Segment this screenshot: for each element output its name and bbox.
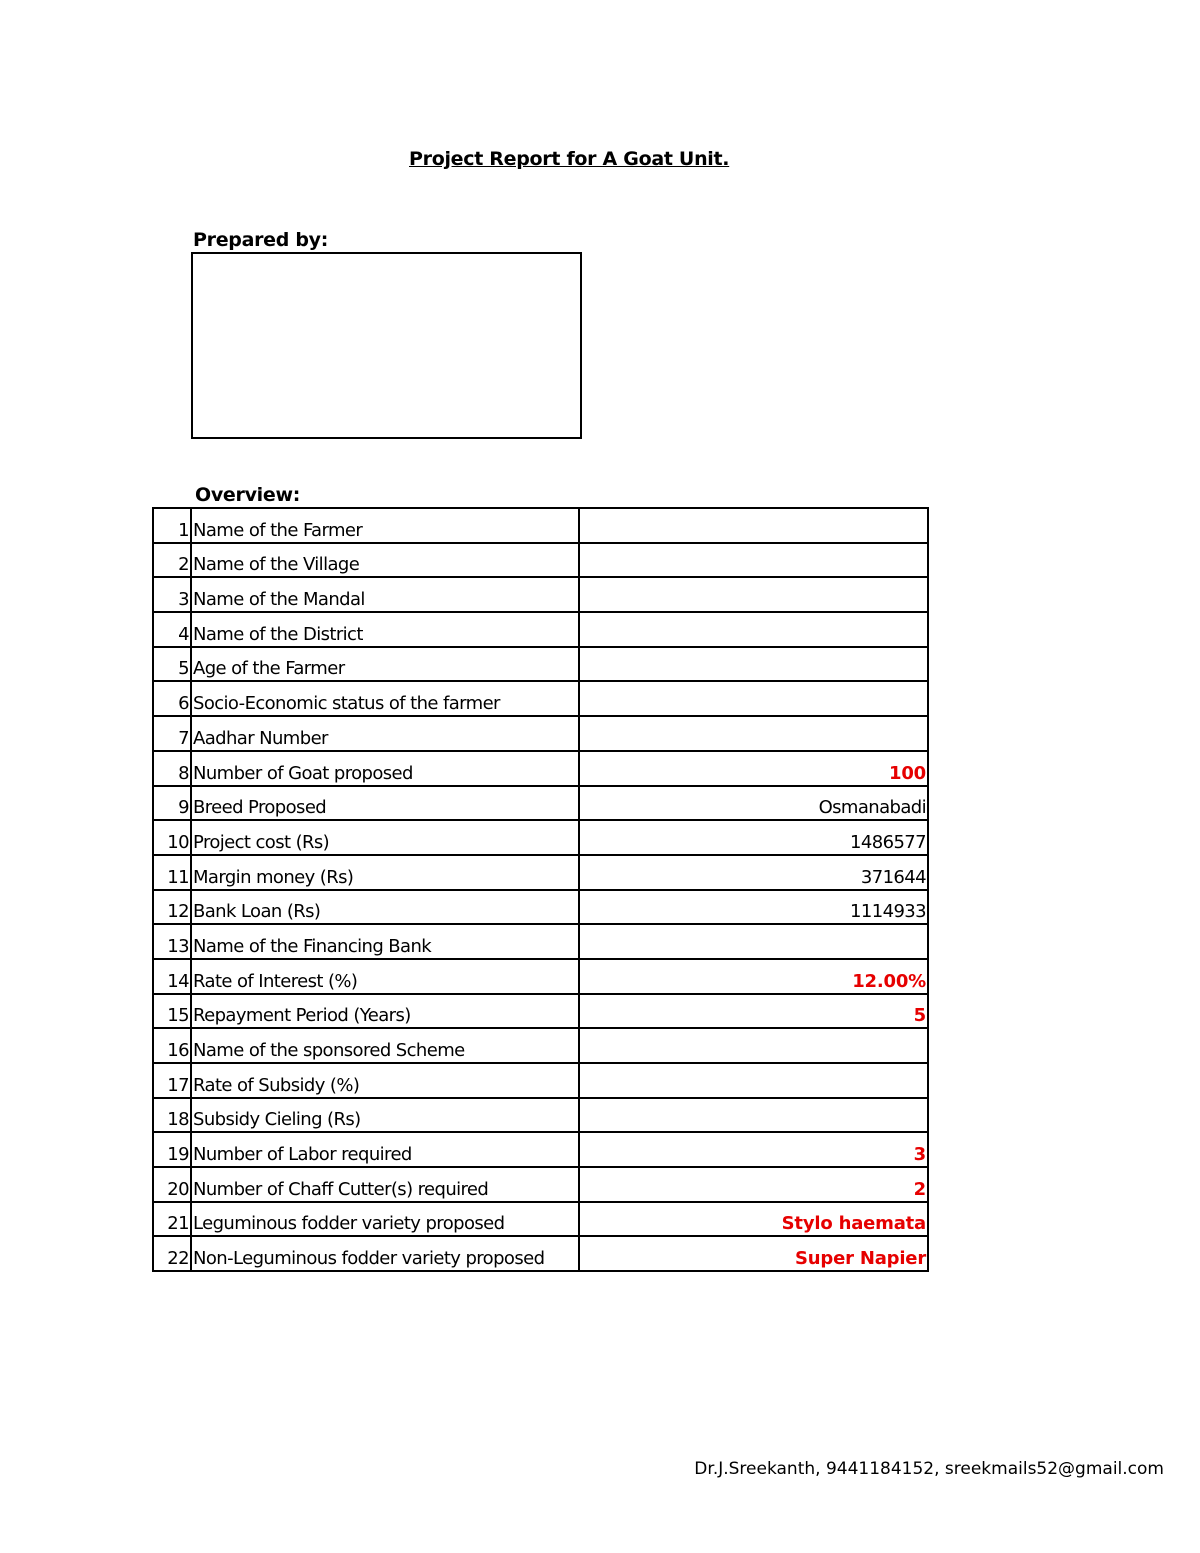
row-number: 8: [153, 751, 191, 786]
row-label: Name of the Village: [191, 543, 579, 578]
prepared-by-box: [191, 252, 582, 439]
row-label: Number of Goat proposed: [191, 751, 579, 786]
row-label: Margin money (Rs): [191, 855, 579, 890]
row-value: Stylo haemata: [579, 1202, 928, 1237]
row-value: Super Napier: [579, 1236, 928, 1271]
row-label: Rate of Interest (%): [191, 959, 579, 994]
row-label: Bank Loan (Rs): [191, 890, 579, 925]
row-value: [579, 647, 928, 682]
row-label: Aadhar Number: [191, 716, 579, 751]
table-row: [153, 786, 928, 821]
row-label: Name of the sponsored Scheme: [191, 1028, 579, 1063]
table-row: [153, 508, 928, 543]
table-row: [153, 890, 928, 925]
table-row: [153, 1028, 928, 1063]
row-number: 9: [153, 786, 191, 821]
row-value: 2: [579, 1167, 928, 1202]
row-label: Name of the Financing Bank: [191, 924, 579, 959]
row-number: 1: [153, 508, 191, 543]
row-value: 1486577: [579, 820, 928, 855]
row-number: 18: [153, 1098, 191, 1133]
document-title: Project Report for A Goat Unit.: [409, 148, 730, 170]
row-number: 2: [153, 543, 191, 578]
row-label: Name of the District: [191, 612, 579, 647]
row-label: Rate of Subsidy (%): [191, 1063, 579, 1098]
row-value: 3: [579, 1132, 928, 1167]
row-number: 19: [153, 1132, 191, 1167]
row-number: 3: [153, 577, 191, 612]
row-number: 6: [153, 681, 191, 716]
table-row: [153, 751, 928, 786]
row-number: 15: [153, 994, 191, 1029]
row-number: 11: [153, 855, 191, 890]
table-row: [153, 681, 928, 716]
row-label: Repayment Period (Years): [191, 994, 579, 1029]
table-row: [153, 577, 928, 612]
row-label: Name of the Mandal: [191, 577, 579, 612]
row-label: Socio-Economic status of the farmer: [191, 681, 579, 716]
table-row: [153, 612, 928, 647]
row-number: 5: [153, 647, 191, 682]
row-number: 14: [153, 959, 191, 994]
row-number: 10: [153, 820, 191, 855]
prepared-by-label: Prepared by:: [193, 229, 329, 251]
row-value: [579, 543, 928, 578]
table-row: [153, 1236, 928, 1271]
row-value: 371644: [579, 855, 928, 890]
row-number: 20: [153, 1167, 191, 1202]
footer-contact: Dr.J.Sreekanth, 9441184152, sreekmails52@gmail.com: [694, 1459, 1164, 1479]
row-value: [579, 681, 928, 716]
row-value: [579, 924, 928, 959]
row-value: [579, 1098, 928, 1133]
table-row: [153, 716, 928, 751]
row-number: 13: [153, 924, 191, 959]
row-value: [579, 577, 928, 612]
table-row: [153, 994, 928, 1029]
row-label: Name of the Farmer: [191, 508, 579, 543]
row-value: 12.00%: [579, 959, 928, 994]
overview-label: Overview:: [195, 484, 301, 506]
row-label: Project cost (Rs): [191, 820, 579, 855]
row-label: Number of Chaff Cutter(s) required: [191, 1167, 579, 1202]
row-label: Number of Labor required: [191, 1132, 579, 1167]
row-value: [579, 1063, 928, 1098]
row-value: [579, 1028, 928, 1063]
row-label: Non-Leguminous fodder variety proposed: [191, 1236, 579, 1271]
row-label: Subsidy Cieling (Rs): [191, 1098, 579, 1133]
row-value: [579, 716, 928, 751]
row-value: Osmanabadi: [579, 786, 928, 821]
row-value: [579, 612, 928, 647]
row-label: Age of the Farmer: [191, 647, 579, 682]
row-number: 21: [153, 1202, 191, 1237]
row-value: 5: [579, 994, 928, 1029]
table-row: [153, 647, 928, 682]
row-value: [579, 508, 928, 543]
row-number: 16: [153, 1028, 191, 1063]
row-number: 4: [153, 612, 191, 647]
table-row: [153, 1098, 928, 1133]
overview-table: [152, 507, 929, 1272]
row-value: 1114933: [579, 890, 928, 925]
row-label: Breed Proposed: [191, 786, 579, 821]
table-row: [153, 855, 928, 890]
table-row: [153, 820, 928, 855]
table-row: [153, 1132, 928, 1167]
row-number: 7: [153, 716, 191, 751]
table-row: [153, 959, 928, 994]
row-number: 22: [153, 1236, 191, 1271]
table-row: [153, 924, 928, 959]
row-value: 100: [579, 751, 928, 786]
row-number: 12: [153, 890, 191, 925]
row-number: 17: [153, 1063, 191, 1098]
row-label: Leguminous fodder variety proposed: [191, 1202, 579, 1237]
overview-table-body: [153, 508, 928, 1271]
table-row: [153, 1167, 928, 1202]
table-row: [153, 1063, 928, 1098]
table-row: [153, 1202, 928, 1237]
table-row: [153, 543, 928, 578]
